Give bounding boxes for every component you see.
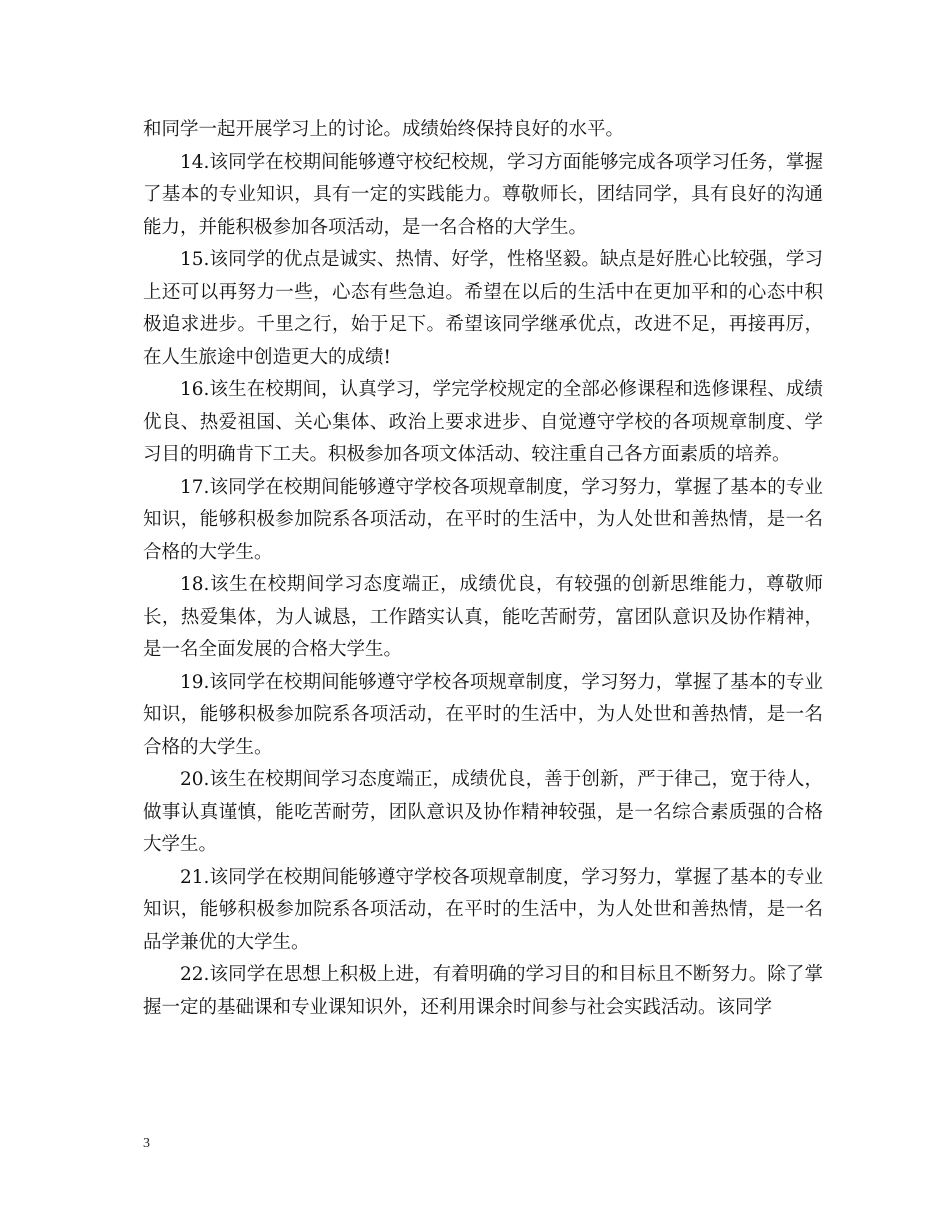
- paragraph-19: 19.该同学在校期间能够遵守学校各项规章制度，学习努力，掌握了基本的专业知识，能够积极参加院系各项活动，在平时的生活中，为人处世和善热情，是一名合格的大学生。: [143, 671, 823, 758]
- paragraph-18: 18.该生在校期间学习态度端正，成绩优良，有较强的创新思维能力，尊敬师长，热爱集体，为人诚恳，工作踏实认真，能吃苦耐劳，富团队意识及协作精神，是一名全面发展的合格大学生。: [143, 574, 823, 660]
- paragraph-21: 21.该同学在校期间能够遵守学校各项规章制度，学习努力，掌握了基本的专业知识，能够积极参加院系各项活动，在平时的生活中，为人处世和善热情，是一名品学兼优的大学生。: [143, 866, 823, 953]
- paragraph-continuation: 和同学一起开展学习上的讨论。成绩始终保持良好的水平。: [143, 119, 625, 140]
- paragraph-22: 22.该同学在思想上积极上进，有着明确的学习目的和目标且不断努力。除了掌握一定的基础课和专业课知识外，还利用课余时间参与社会实践活动。该同学: [143, 964, 823, 1018]
- paragraph-15: 15.该同学的优点是诚实、热情、好学，性格坚毅。缺点是好胜心比较强，学习上还可以再努力一些，心态有些急迫。希望在以后的生活中在更加平和的心态中积极追求进步。千里之行，始于足下。希望该同学继承优点，改进不足，再接再厉，在人生旅途中创造更大的成绩!: [143, 249, 823, 368]
- document-body: [143, 114, 823, 1024]
- paragraph-20: 20.该生在校期间学习态度端正，成绩优良，善于创新，严于律己，宽于待人，做事认真谨慎，能吃苦耐劳，团队意识及协作精神较强，是一名综合素质强的合格大学生。: [143, 769, 823, 855]
- page-number: 3: [143, 1136, 150, 1151]
- paragraph-17: 17.该同学在校期间能够遵守学校各项规章制度，学习努力，掌握了基本的专业知识，能够积极参加院系各项活动，在平时的生活中，为人处世和善热情，是一名合格的大学生。: [143, 476, 823, 563]
- paragraph-14: 14.该同学在校期间能够遵守校纪校规，学习方面能够完成各项学习任务，掌握了基本的专业知识，具有一定的实践能力。尊敬师长，团结同学，具有良好的沟通能力，并能积极参加各项活动，是一名合格的大学生。: [143, 151, 823, 238]
- paragraph-16: 16.该生在校期间，认真学习，学完学校规定的全部必修课程和选修课程、成绩优良、热爱祖国、关心集体、政治上要求进步、自觉遵守学校的各项规章制度、学习目的明确肯下工夫。积极参加各项文体活动、较注重自己各方面素质的培养。: [143, 379, 823, 465]
